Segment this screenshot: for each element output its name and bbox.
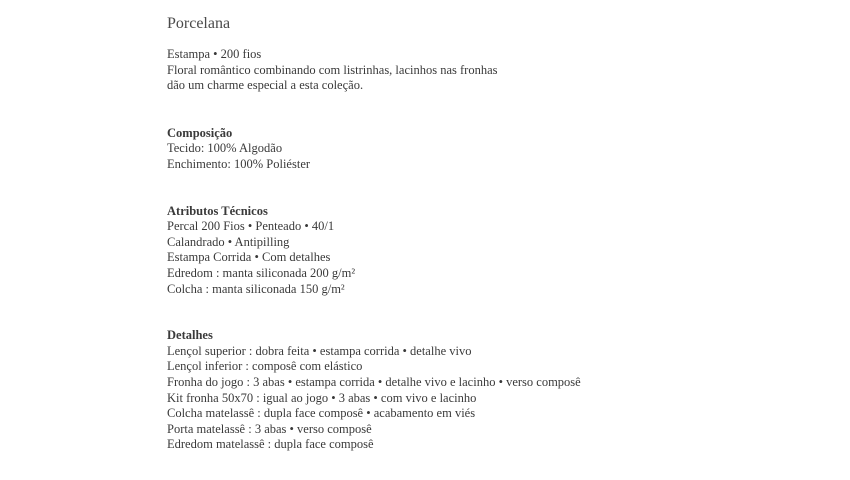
composition-heading: Composição <box>167 125 233 140</box>
intro-line: Floral romântico combinando com listrinhas, lacinhos nas fronhas <box>167 62 498 77</box>
details-line: Lençol superior : dobra feita • estampa corrida • detalhe vivo <box>167 343 472 358</box>
product-description <box>167 14 807 453</box>
details-heading: Detalhes <box>167 328 213 343</box>
composition-line: Enchimento: 100% Poliéster <box>167 156 311 171</box>
details-line: Porta matelassê : 3 abas • verso composê <box>167 421 372 436</box>
technical-section <box>167 204 807 298</box>
technical-line: Estampa Corrida • Com detalhes <box>167 250 331 265</box>
details-line: Edredom matelassê : dupla face composê <box>167 437 374 452</box>
technical-heading: Atributos Técnicos <box>167 203 268 218</box>
details-line: Kit fronha 50x70 : igual ao jogo • 3 abas • com vivo e lacinho <box>167 390 477 405</box>
details-line: Lençol inferior : composê com elástico <box>167 359 363 374</box>
product-intro <box>167 47 807 94</box>
intro-line: Estampa • 200 fios <box>167 47 262 61</box>
intro-line: dão um charme especial a esta coleção. <box>167 78 364 93</box>
details-line: Colcha matelassê : dupla face composê • acabamento em viés <box>167 406 476 421</box>
technical-line: Colcha : manta siliconada 150 g/m² <box>167 281 345 296</box>
details-section <box>167 328 807 453</box>
technical-line: Percal 200 Fios • Penteado • 40/1 <box>167 219 335 234</box>
technical-line: Calandrado • Antipilling <box>167 234 290 249</box>
product-title: Porcelana <box>167 15 231 32</box>
technical-line: Edredom : manta siliconada 200 g/m² <box>167 265 356 280</box>
composition-line: Tecido: 100% Algodão <box>167 141 283 156</box>
details-line: Fronha do jogo : 3 abas • estampa corrida • detalhe vivo e lacinho • verso composê <box>167 374 581 389</box>
composition-section <box>167 126 807 173</box>
